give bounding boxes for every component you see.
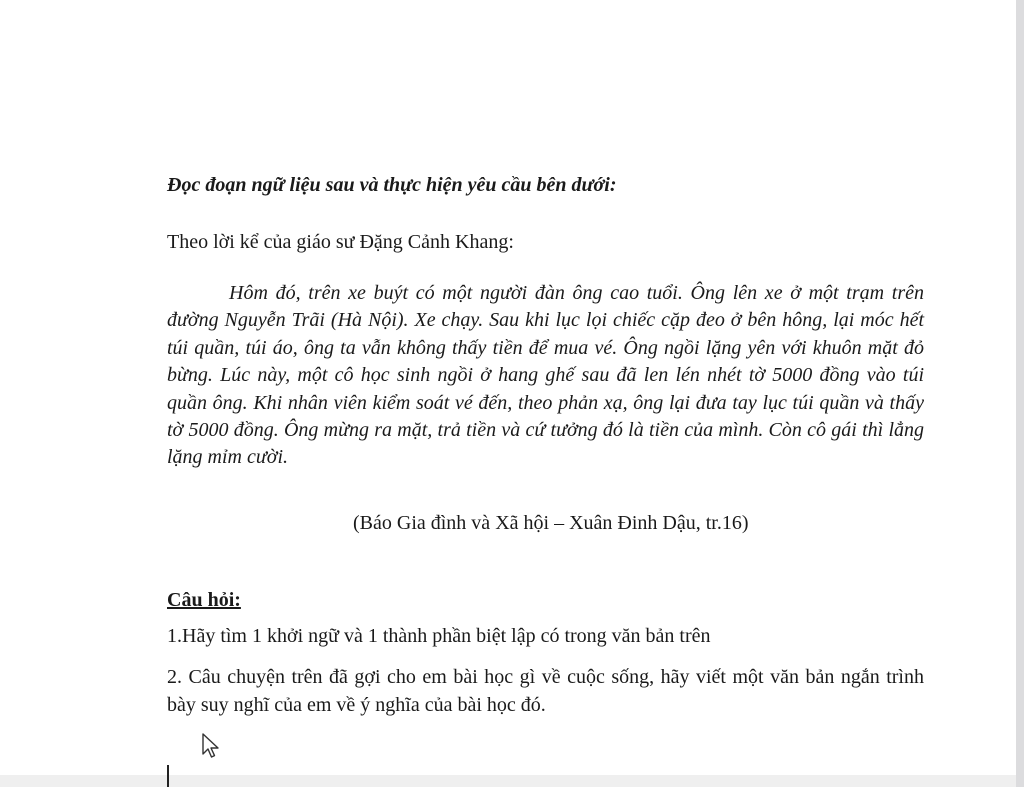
- question-2: 2. Câu chuyện trên đã gợi cho em bài học gì về cuộc sống, hãy viết một văn bản ngắn trình bày suy nghĩ của em về ý nghĩa của bài học đó.: [167, 666, 924, 716]
- mouse-pointer-icon: [202, 733, 220, 759]
- story-passage: Hôm đó, trên xe buýt có một người đàn ông cao tuổi. Ông lên xe ở một trạm trên đường Nguyễn Trãi (Hà Nội). Xe chạy. Sau khi lục lọi chiếc cặp đeo ở bên hông, lại móc hết túi quần, túi áo, ông ta vẫn không thấy tiền để mua vé. Ông ngồi lặng yên với khuôn mặt đỏ bừng. Lúc này, một cô học sinh ngồi ở hang ghế sau đã len lén nhét tờ 5000 đồng vào túi quần ông. Khi nhân viên kiểm soát vé đến, theo phản xạ, ông lại đưa tay lục túi quần và thấy tờ 5000 đồng. Ông mừng ra mặt, trả tiền và cứ tưởng đó là tiền của mình. Còn cô gái thì lẳng lặng mỉm cười.: [167, 282, 924, 469]
- intro-line: Theo lời kể của giáo sư Đặng Cảnh Khang:: [167, 231, 514, 253]
- page-bottom-border: [0, 775, 1016, 787]
- source-citation: (Báo Gia đình và Xã hội – Xuân Đinh Dậu, tr.16): [353, 512, 749, 534]
- question-1: 1.Hãy tìm 1 khởi ngữ và 1 thành phần biệt lập có trong văn bản trên: [167, 625, 711, 647]
- text-caret[interactable]: [167, 765, 169, 787]
- instruction-heading: Đọc đoạn ngữ liệu sau và thực hiện yêu cầu bên dưới:: [167, 174, 617, 196]
- questions-title: Câu hỏi:: [167, 589, 241, 611]
- page-right-border: [1016, 0, 1024, 787]
